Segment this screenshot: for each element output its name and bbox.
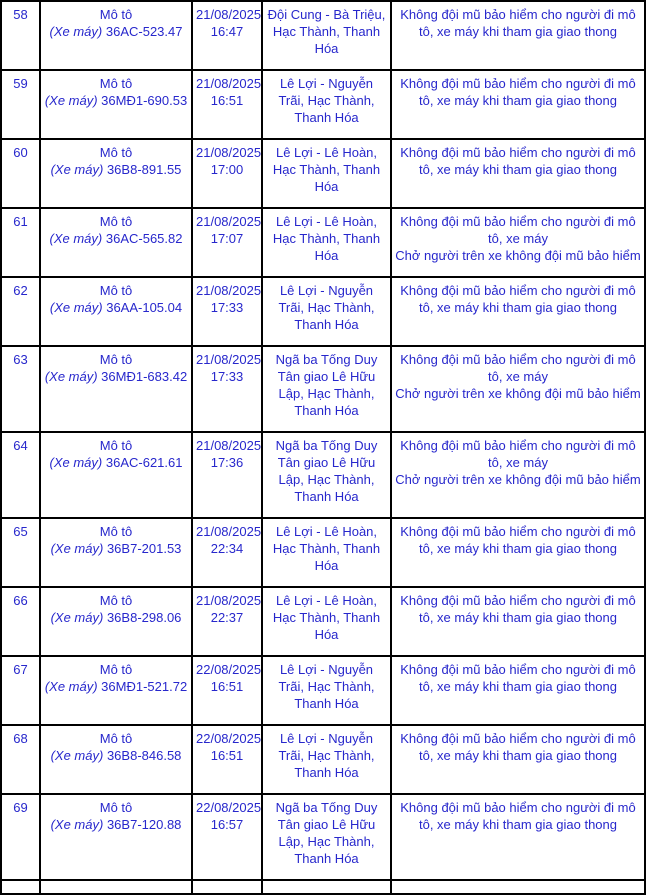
plate-number: 36B8-846.58 — [106, 748, 182, 763]
violation-text-line: Không đội mũ bảo hiểm cho người đi mô tô, xe máy khi tham gia giao thong — [400, 76, 636, 108]
vehicle-type: Mô tô — [99, 731, 133, 746]
datetime-cell — [192, 139, 262, 208]
vehicle-type: Mô tô — [99, 438, 133, 453]
violation-date: 21/08/2025 — [196, 76, 262, 91]
violation-cell — [391, 70, 645, 139]
row-number-cell: 60 — [1, 139, 40, 208]
violation-date: 21/08/2025 — [196, 214, 262, 229]
violation-cell — [391, 1, 645, 70]
plate-type-label: (Xe máy) — [44, 679, 98, 694]
row-number-cell: 61 — [1, 208, 40, 277]
location-cell: Ngã ba Tống Duy Tân giao Lê Hữu Lập, Hạc Thành, Thanh Hóa — [262, 346, 391, 432]
location-cell: Lê Lợi - Nguyễn Trãi, Hạc Thành, Thanh Hóa — [262, 656, 391, 725]
violation-text-line: Không đội mũ bảo hiểm cho người đi mô tô, xe máy khi tham gia giao thong — [400, 283, 636, 315]
vehicle-type: Mô tô — [99, 7, 133, 22]
violation-cell — [391, 794, 645, 880]
datetime-cell — [192, 1, 262, 70]
vehicle-plate-line — [44, 454, 188, 471]
vehicle-plate-line — [44, 540, 188, 557]
violation-text-line: Không đội mũ bảo hiểm cho người đi mô tô, xe máy khi tham gia giao thong — [400, 593, 636, 625]
violation-date: 21/08/2025 — [196, 524, 262, 539]
violation-date: 21/08/2025 — [196, 283, 262, 298]
location-cell: Lê Lợi - Nguyễn Trãi, Hạc Thành, Thanh Hóa — [262, 70, 391, 139]
table-row — [1, 725, 645, 794]
vehicle-cell — [40, 1, 192, 70]
violation-cell — [391, 432, 645, 518]
plate-number: 36MĐ1-521.72 — [101, 679, 188, 694]
table-row — [1, 656, 645, 725]
violation-time: 17:33 — [210, 369, 244, 384]
violation-text-line: Không đội mũ bảo hiểm cho người đi mô tô, xe máy khi tham gia giao thong — [400, 145, 636, 177]
row-number-cell: 66 — [1, 587, 40, 656]
violation-text-line: Chở người trên xe không đội mũ bảo hiểm — [395, 386, 641, 401]
violation-text-line: Không đội mũ bảo hiểm cho người đi mô tô, xe máy khi tham gia giao thong — [400, 662, 636, 694]
violation-text-line: Không đội mũ bảo hiểm cho người đi mô tô, xe máy khi tham gia giao thong — [400, 524, 636, 556]
location-cell: Lê Lợi - Nguyễn Trãi, Hạc Thành, Thanh Hóa — [262, 277, 391, 346]
table-row — [1, 277, 645, 346]
table-row — [1, 70, 645, 139]
vehicle-type: Mô tô — [99, 214, 133, 229]
violation-time: 16:47 — [210, 24, 244, 39]
plate-type-label: (Xe máy) — [49, 300, 103, 315]
violation-date: 21/08/2025 — [196, 7, 262, 22]
vehicle-cell — [40, 432, 192, 518]
datetime-cell — [192, 432, 262, 518]
violation-time: 22:37 — [210, 610, 244, 625]
violation-text-line: Chở người trên xe không đội mũ bảo hiểm — [395, 472, 641, 487]
plate-type-label: (Xe máy) — [49, 455, 103, 470]
plate-number: 36B7-120.88 — [106, 817, 182, 832]
plate-type-label: (Xe máy) — [50, 162, 104, 177]
row-number-cell: 62 — [1, 277, 40, 346]
table-row — [1, 346, 645, 432]
violation-time: 16:57 — [210, 817, 244, 832]
plate-type-label: (Xe máy) — [49, 24, 103, 39]
violation-time: 17:00 — [210, 162, 244, 177]
vehicle-plate-line — [44, 230, 188, 247]
location-cell: Ngã ba Tống Duy Tân giao Lê Hữu Lập, Hạc Thành, Thanh Hóa — [262, 432, 391, 518]
row-number-cell: 67 — [1, 656, 40, 725]
location-cell: Lê Lợi - Nguyễn Trãi, Hạc Thành, Thanh Hóa — [262, 725, 391, 794]
datetime-cell — [192, 518, 262, 587]
vehicle-plate-line — [44, 23, 188, 40]
vehicle-type: Mô tô — [99, 352, 133, 367]
violation-text-line: Không đội mũ bảo hiểm cho người đi mô tô, xe máy khi tham gia giao thong — [400, 7, 636, 39]
vehicle-cell — [40, 794, 192, 880]
violation-date: 22/08/2025 — [196, 731, 262, 746]
datetime-cell — [192, 208, 262, 277]
plate-type-label: (Xe máy) — [50, 817, 104, 832]
violation-cell — [391, 518, 645, 587]
location-cell: Lê Lợi - Lê Hoàn, Hạc Thành, Thanh Hóa — [262, 139, 391, 208]
vehicle-plate-line — [44, 747, 188, 764]
vehicle-cell — [40, 656, 192, 725]
plate-number: 36B8-298.06 — [106, 610, 182, 625]
plate-type-label: (Xe máy) — [50, 541, 104, 556]
datetime-cell — [192, 346, 262, 432]
violation-date: 22/08/2025 — [196, 662, 262, 677]
plate-number: 36B8-891.55 — [106, 162, 182, 177]
table-row — [1, 139, 645, 208]
violation-text-line: Không đội mũ bảo hiểm cho người đi mô tô, xe máy — [400, 438, 636, 470]
vehicle-plate-line — [44, 816, 188, 833]
vehicle-plate-line — [44, 161, 188, 178]
row-number-cell: 63 — [1, 346, 40, 432]
table-row — [1, 518, 645, 587]
row-number-cell: 69 — [1, 794, 40, 880]
violation-date: 22/08/2025 — [196, 800, 262, 815]
violation-text-line: Không đội mũ bảo hiểm cho người đi mô tô, xe máy — [400, 214, 636, 246]
vehicle-type: Mô tô — [99, 524, 133, 539]
violation-time: 16:51 — [210, 93, 244, 108]
datetime-cell — [192, 277, 262, 346]
vehicle-type: Mô tô — [99, 76, 133, 91]
violation-time: 22:34 — [210, 541, 244, 556]
plate-number: 36AC-523.47 — [105, 24, 183, 39]
vehicle-plate-line — [44, 299, 188, 316]
empty-cell — [192, 880, 262, 894]
violation-time: 16:51 — [210, 748, 244, 763]
vehicle-plate-line — [44, 92, 188, 109]
datetime-cell — [192, 656, 262, 725]
datetime-cell — [192, 587, 262, 656]
vehicle-cell — [40, 587, 192, 656]
vehicle-plate-line — [44, 368, 188, 385]
datetime-cell — [192, 794, 262, 880]
violation-cell — [391, 208, 645, 277]
violation-time: 17:07 — [210, 231, 244, 246]
table-row — [1, 794, 645, 880]
vehicle-type: Mô tô — [99, 662, 133, 677]
violation-time: 16:51 — [210, 679, 244, 694]
datetime-cell — [192, 70, 262, 139]
location-cell: Đội Cung - Bà Triệu, Hạc Thành, Thanh Hóa — [262, 1, 391, 70]
violation-text-line: Không đội mũ bảo hiểm cho người đi mô tô, xe máy — [400, 352, 636, 384]
violation-time: 17:36 — [210, 455, 244, 470]
row-number-cell: 59 — [1, 70, 40, 139]
vehicle-type: Mô tô — [99, 800, 133, 815]
vehicle-cell — [40, 277, 192, 346]
empty-cell — [1, 880, 40, 894]
row-number-cell: 58 — [1, 1, 40, 70]
violation-cell — [391, 346, 645, 432]
vehicle-cell — [40, 139, 192, 208]
row-number-cell: 65 — [1, 518, 40, 587]
plate-type-label: (Xe máy) — [44, 93, 98, 108]
table-row — [1, 1, 645, 70]
violation-text-line: Chở người trên xe không đội mũ bảo hiểm — [395, 248, 641, 263]
vehicle-cell — [40, 346, 192, 432]
violation-date: 21/08/2025 — [196, 145, 262, 160]
violation-date: 21/08/2025 — [196, 593, 262, 608]
vehicle-cell — [40, 208, 192, 277]
violation-cell — [391, 139, 645, 208]
vehicle-plate-line — [44, 609, 188, 626]
table-row — [1, 208, 645, 277]
location-cell: Lê Lợi - Lê Hoàn, Hạc Thành, Thanh Hóa — [262, 208, 391, 277]
datetime-cell — [192, 725, 262, 794]
violation-time: 17:33 — [210, 300, 244, 315]
location-cell: Lê Lợi - Lê Hoàn, Hạc Thành, Thanh Hóa — [262, 587, 391, 656]
vehicle-type: Mô tô — [99, 145, 133, 160]
partial-next-row — [1, 880, 645, 894]
row-number-cell: 64 — [1, 432, 40, 518]
vehicle-plate-line — [44, 678, 188, 695]
plate-number: 36AC-621.61 — [105, 455, 183, 470]
empty-cell — [262, 880, 391, 894]
violation-cell — [391, 725, 645, 794]
vehicle-cell — [40, 70, 192, 139]
table-row — [1, 587, 645, 656]
violations-table-body — [1, 1, 645, 894]
plate-type-label: (Xe máy) — [50, 610, 104, 625]
vehicle-type: Mô tô — [99, 283, 133, 298]
plate-type-label: (Xe máy) — [50, 748, 104, 763]
plate-number: 36MĐ1-690.53 — [101, 93, 188, 108]
plate-number: 36AA-105.04 — [106, 300, 183, 315]
location-cell: Ngã ba Tống Duy Tân giao Lê Hữu Lập, Hạc Thành, Thanh Hóa — [262, 794, 391, 880]
violation-cell — [391, 587, 645, 656]
violation-date: 21/08/2025 — [196, 352, 262, 367]
plate-number: 36MĐ1-683.42 — [101, 369, 188, 384]
empty-cell — [40, 880, 192, 894]
location-cell: Lê Lợi - Lê Hoàn, Hạc Thành, Thanh Hóa — [262, 518, 391, 587]
plate-number: 36AC-565.82 — [105, 231, 183, 246]
row-number-cell: 68 — [1, 725, 40, 794]
plate-type-label: (Xe máy) — [44, 369, 98, 384]
violation-cell — [391, 656, 645, 725]
table-row — [1, 432, 645, 518]
plate-type-label: (Xe máy) — [49, 231, 103, 246]
violation-text-line: Không đội mũ bảo hiểm cho người đi mô tô, xe máy khi tham gia giao thong — [400, 800, 636, 832]
violation-date: 21/08/2025 — [196, 438, 262, 453]
empty-cell — [391, 880, 645, 894]
violation-cell — [391, 277, 645, 346]
vehicle-type: Mô tô — [99, 593, 133, 608]
violation-text-line: Không đội mũ bảo hiểm cho người đi mô tô, xe máy khi tham gia giao thong — [400, 731, 636, 763]
plate-number: 36B7-201.53 — [106, 541, 182, 556]
vehicle-cell — [40, 518, 192, 587]
vehicle-cell — [40, 725, 192, 794]
